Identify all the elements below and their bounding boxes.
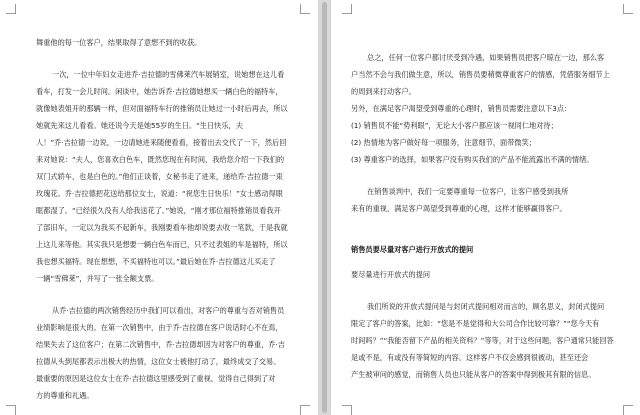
page-corner-mark — [6, 405, 16, 415]
page-corner-mark — [623, 405, 633, 415]
text-line: 一辆“雪佛莱”，并写了一张全额支票。 — [36, 274, 159, 283]
text-line: 业绩影响是很大的。在第一次销售中，由于乔·吉拉德在客户说话时心不在焉， — [36, 323, 283, 332]
text-line: 双门式轿车，也是白色的。”他们正谈着，女秘书走了进来，递给乔·吉拉德一束 — [36, 172, 283, 181]
text-line: 是或不是，有或没有等简短的内容。这样客户不仅会感到很被动，甚至还会 — [351, 353, 589, 362]
text-line: 另外，在满足客户渴望受到尊重的心理时，销售员需要注意以下3点： — [351, 104, 572, 113]
text-line: 总之，任何一位客户都讨厌受到冷遇，如果销售员把客户晾在一边，那么客 — [367, 53, 605, 62]
page-corner-mark — [623, 4, 633, 14]
text-line: 的周到来打动客户。 — [351, 87, 416, 96]
text-line: 产生被审问的感觉，而销售人员也只能从客户的答案中得到极其有限的信息。 — [351, 370, 596, 379]
text-line: 眶都湿了。“已经很久没有人给我送花了。”她说，“刚才那位福特推销员看我开 — [36, 206, 281, 215]
section-subheading: 要尽量进行开放式的提问 — [351, 270, 431, 279]
text-line: 限定了客户的答案，比如：“您是不是觉得和大公司合作比较可靠？”“您今天有 — [351, 319, 600, 328]
text-line: 玫瑰花。乔·吉拉德把花送给那位女士，说道：“祝您生日快乐！”女士感动得眼 — [36, 189, 283, 198]
text-line: 人！”乔·吉拉德一边说，一边请她进来随便看看，接着出去交代了一下，然后回 — [36, 138, 287, 147]
text-line: 方的尊重和礼遇。 — [36, 391, 94, 400]
text-line: 看车，打发一会儿时间。闲谈中，她告诉乔·吉拉德她想买一辆白色的福特车， — [36, 87, 283, 96]
text-line: 来对她说：“夫人，您喜欢白色车，既然您现在有时间，我给您介绍一下我们的 — [36, 155, 285, 164]
page-corner-mark — [300, 405, 310, 415]
page-corner-mark — [342, 405, 352, 415]
text-line: 结果失去了这位客户；在第二次销售中，乔·吉拉德却因为对客户的尊重，乔·吉 — [36, 340, 285, 349]
document-page-right — [331, 0, 640, 415]
text-line: 户当然不会与我们做生意，所以，销售员要稍微尊重客户的情感，凭借服务细节上 — [351, 70, 610, 79]
page-corner-mark — [300, 4, 310, 14]
text-line: 我们所说的开放式提问是与封闭式提问相对而言的，顾名思义，封闭式提问 — [367, 302, 605, 311]
text-line: (1) 销售员不能“势利眼”，无论大小客户都应该一视同仁地对待； — [351, 121, 558, 130]
text-line: 了部旧车，一定以为我买不起新车，我刚要看车他却说要去收一笔款，于是我就 — [36, 223, 288, 232]
text-line: 从乔·吉拉德的两次销售经历中我们可以看出，对客户的尊重与否对销售员 — [52, 306, 285, 315]
page-corner-mark — [342, 4, 352, 14]
document-page-left — [0, 0, 318, 415]
text-line: 时间吗？”“我能否留下产品的相关资料？”等等，对于这些问题，客户通常只能回答 — [351, 336, 614, 345]
text-line: (3) 尊重客户的选择，如果客户没有购买我们的产品不能流露出不满的情绪。 — [351, 155, 594, 164]
text-line: 来有的重视，满足客户渴望受到尊重的心理，这样才能够赢得客户。 — [351, 204, 567, 213]
text-line: (2) 热情地为客户做好每一项服务，注意细节，面带微笑； — [351, 138, 536, 147]
page-corner-mark — [6, 4, 16, 14]
text-line: 上这儿来等他。其实我只是想要一辆白色车而已，只不过表姐的车是福特，所以 — [36, 240, 288, 249]
text-line: 最重要的原因是这位女士在乔·吉拉德这里感受到了重视，觉得自己得到了对 — [36, 374, 276, 383]
section-heading: 销售员要尽量对客户进行开放式的提问 — [351, 245, 474, 254]
text-line: 我也想买福特。现在想想，不买福特也可以。”最后她在乔·吉拉德这儿买走了 — [36, 257, 276, 266]
text-line: 在销售谈判中，我们一定要尊重每一位客户，让客户感受到我所 — [367, 187, 569, 196]
text-line: 就像她表姐开的那辆一样，但对面福特车行的推销员让她过一小时后再去，所以 — [36, 104, 288, 113]
text-line: 她就先来这儿看看。她还说今天是她55岁的生日。“生日快乐，夫 — [36, 121, 243, 130]
text-line: 拉德从头到尾都表示出极大的热情，这位女士被他打动了，最终成交了交易。 — [36, 357, 281, 366]
text-line: 舞重他的每一位客户，结果取得了意想不到的收获。 — [36, 38, 202, 47]
scrollbar-thumb[interactable] — [322, 2, 327, 413]
text-line: 一次，一位中年妇女走进乔·吉拉德的雪佛莱汽车展销室，说她想在这儿看 — [52, 70, 285, 79]
